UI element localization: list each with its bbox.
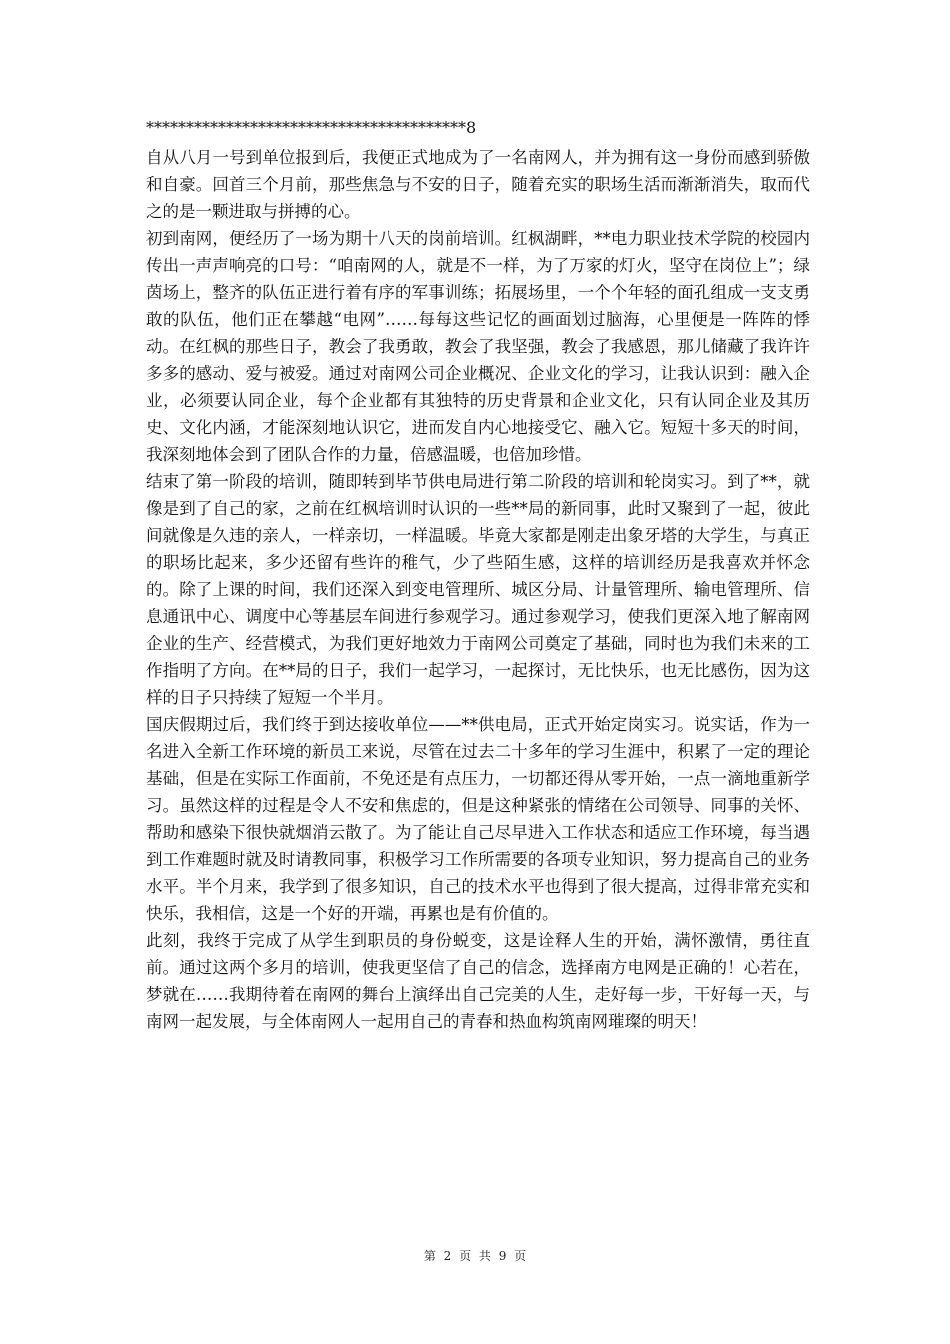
document-body: [146, 118, 810, 1035]
paragraph-3: 结束了第一阶段的培训，随即转到毕节供电局进行第二阶段的培训和轮岗实习。到了**，就像是到了自己的家，之前在红枫培训时认识的一些**局的新同事，此时又聚到了一起，彼此间就像是久违的亲人，一样亲切，一样温暖。毕竟大家都是刚走出象牙塔的大学生，与真正的职场比起来，多少还留有些许的稚气，少了些陌生感，这样的培训经历是我喜欢并怀念的。除了上课的时间，我们还深入到变电管理所、城区分局、计量管理所、输电管理所、信息通讯中心、调度中心等基层车间进行参观学习。通过参观学习，使我们更深入地了解南网企业的生产、经营模式，为我们更好地效力于南网公司奠定了基础，同时也为我们未来的工作指明了方向。在**局的日子，我们一起学习，一起探讨，无比快乐，也无比感伤，因为这样的日子只持续了短短一个半月。: [146, 472, 810, 707]
paragraph-1: 自从八月一号到单位报到后，我便正式地成为了一名南网人，并为拥有这一身份而感到骄傲和自豪。回首三个月前，那些焦急与不安的日子，随着充实的职场生活而渐渐消失，取而代之的是一颗进取与拼搏的心。: [146, 148, 810, 221]
paragraph-2: 初到南网，便经历了一场为期十八天的岗前培训。红枫湖畔，**电力职业技术学院的校园内传出一声声响亮的口号：“咱南网的人，就是不一样，为了万家的灯火，坚守在岗位上”；绿茵场上，整齐的队伍正进行着有序的军事训练；拓展场里，一个个年轻的面孔组成一支支勇敢的队伍，他们正在攀越“电网”……每每这些记忆的画面划过脑海，心里便是一阵阵的悸动。在红枫的那些日子，教会了我勇敢，教会了我坚强，教会了我感恩，那儿储藏了我许许多多的感动、爱与被爱。通过对南网公司企业概况、企业文化的学习，让我认识到：融入企业，必须要认同企业，每个企业都有其独特的历史背景和企业文化，只有认同企业及其历史、文化内涵，才能深刻地认识它，进而发自内心地接受它、融入它。短短十多天的时间，我深刻地体会到了团队合作的力量，倍感温暖，也倍加珍惜。: [146, 229, 810, 464]
paragraph-5: 此刻，我终于完成了从学生到职员的身份蜕变，这是诠释人生的开始，满怀激情，勇往直前。通过这两个多月的培训，使我更坚信了自己的信念，选择南方电网是正确的！心若在，梦就在……我期待着在南网的舞台上演绎出自己完美的人生，走好每一步，干好每一天，与南网一起发展，与全体南网人一起用自己的青春和热血构筑南网璀璨的明天！: [146, 931, 810, 1031]
header-stars: ****************************************8: [146, 118, 477, 137]
paragraph-4: 国庆假期过后，我们终于到达接收单位——**供电局，正式开始定岗实习。说实话，作为一名进入全新工作环境的新员工来说，尽管在过去二十多年的学习生涯中，积累了一定的理论基础，但是在实际工作面前，不免还是有点压力，一切都还得从零开始，一点一滴地重新学习。虽然这样的过程是令人不安和焦虑的，但是这种紧张的情绪在公司领导、同事的关怀、帮助和感染下很快就烟消云散了。为了能让自己尽早进入工作状态和适应工作环境，每当遇到工作难题时就及时请教同事，积极学习工作所需要的各项专业知识，努力提高自己的业务水平。半个月来，我学到了很多知识，自己的技术水平也得到了很大提高，过得非常充实和快乐，我相信，这是一个好的开端，再累也是有价值的。: [146, 715, 810, 923]
page-footer: 第 2 页 共 9 页: [423, 1249, 527, 1263]
